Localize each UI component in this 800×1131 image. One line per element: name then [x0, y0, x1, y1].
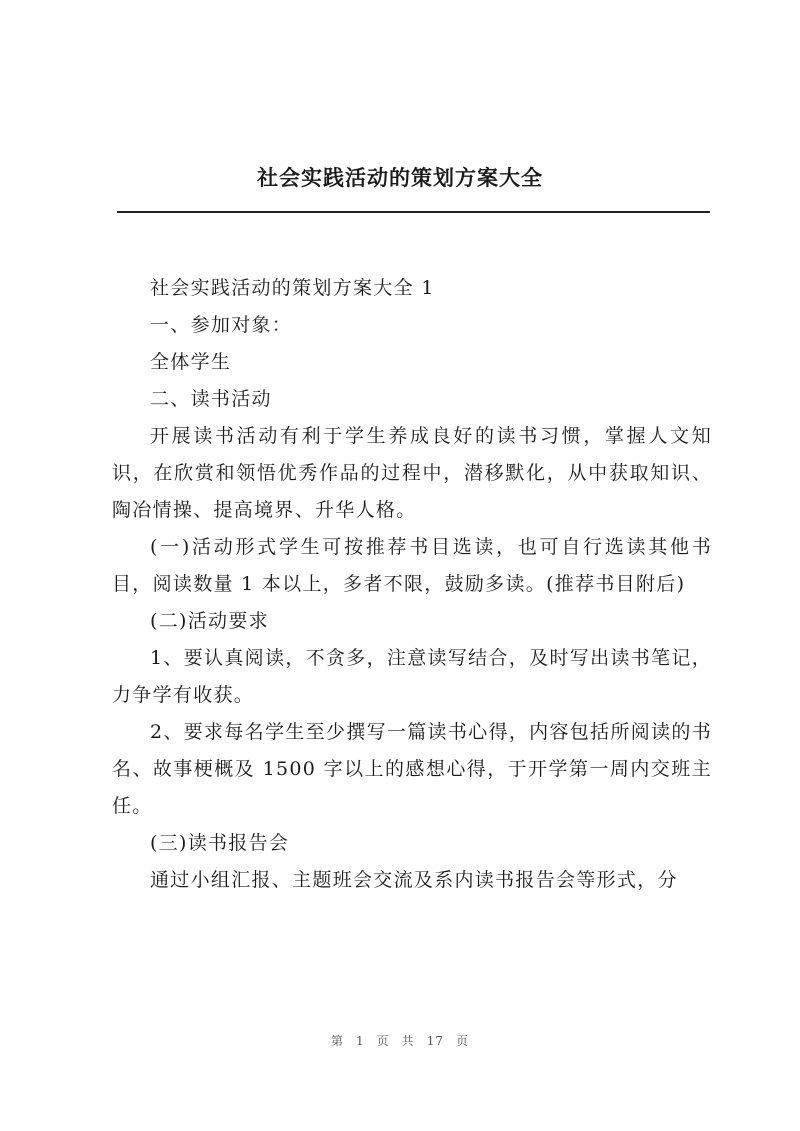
paragraph-target: 全体学生 [150, 351, 232, 373]
footer-page-number: 1 [356, 1034, 365, 1048]
paragraph-requirement-1: 1、要认真阅读，不贪多，注意读写结合，及时写出读书笔记，力争学有收获。 [112, 647, 712, 706]
paragraph-section-2: 二、读书活动 [150, 388, 272, 410]
footer-total-unit: 页 [455, 1034, 469, 1048]
paragraph-report-details: 通过小组汇报、主题班会交流及系内读书报告会等形式，分 [150, 869, 678, 891]
paragraph-section-1: 一、参加对象： [150, 314, 293, 336]
paragraph-requirement-2: 2、要求每名学生至少撰写一篇读书心得，内容包括所阅读的书名、故事梗概及 1500 字以上的感想心得，于开学第一周内交班主任。 [112, 721, 712, 817]
footer-page-label: 第 [331, 1034, 345, 1048]
paragraph-activity-requirements: (二)活动要求 [150, 610, 269, 632]
page-footer [0, 1032, 800, 1049]
footer-total-pages: 17 [426, 1034, 444, 1048]
title-divider [117, 211, 710, 213]
document-body [112, 270, 712, 899]
footer-page-unit: 页 [376, 1034, 390, 1048]
paragraph-activity-form: (一)活动形式学生可按推荐书目选读，也可自行选读其他书目，阅读数量 1 本以上，多者不限，鼓励多读。(推荐书目附后) [112, 536, 712, 595]
paragraph-heading: 社会实践活动的策划方案大全 1 [150, 277, 435, 299]
paragraph-reading-intro: 开展读书活动有利于学生养成良好的读书习惯，掌握人文知识，在欣赏和领悟优秀作品的过程中，潜移默化，从中获取知识、陶冶情操、提高境界、升华人格。 [112, 425, 712, 521]
document-title: 社会实践活动的策划方案大全 [257, 165, 543, 190]
footer-total-label: 共 [401, 1034, 415, 1048]
paragraph-report-meeting: (三)读书报告会 [150, 832, 290, 854]
